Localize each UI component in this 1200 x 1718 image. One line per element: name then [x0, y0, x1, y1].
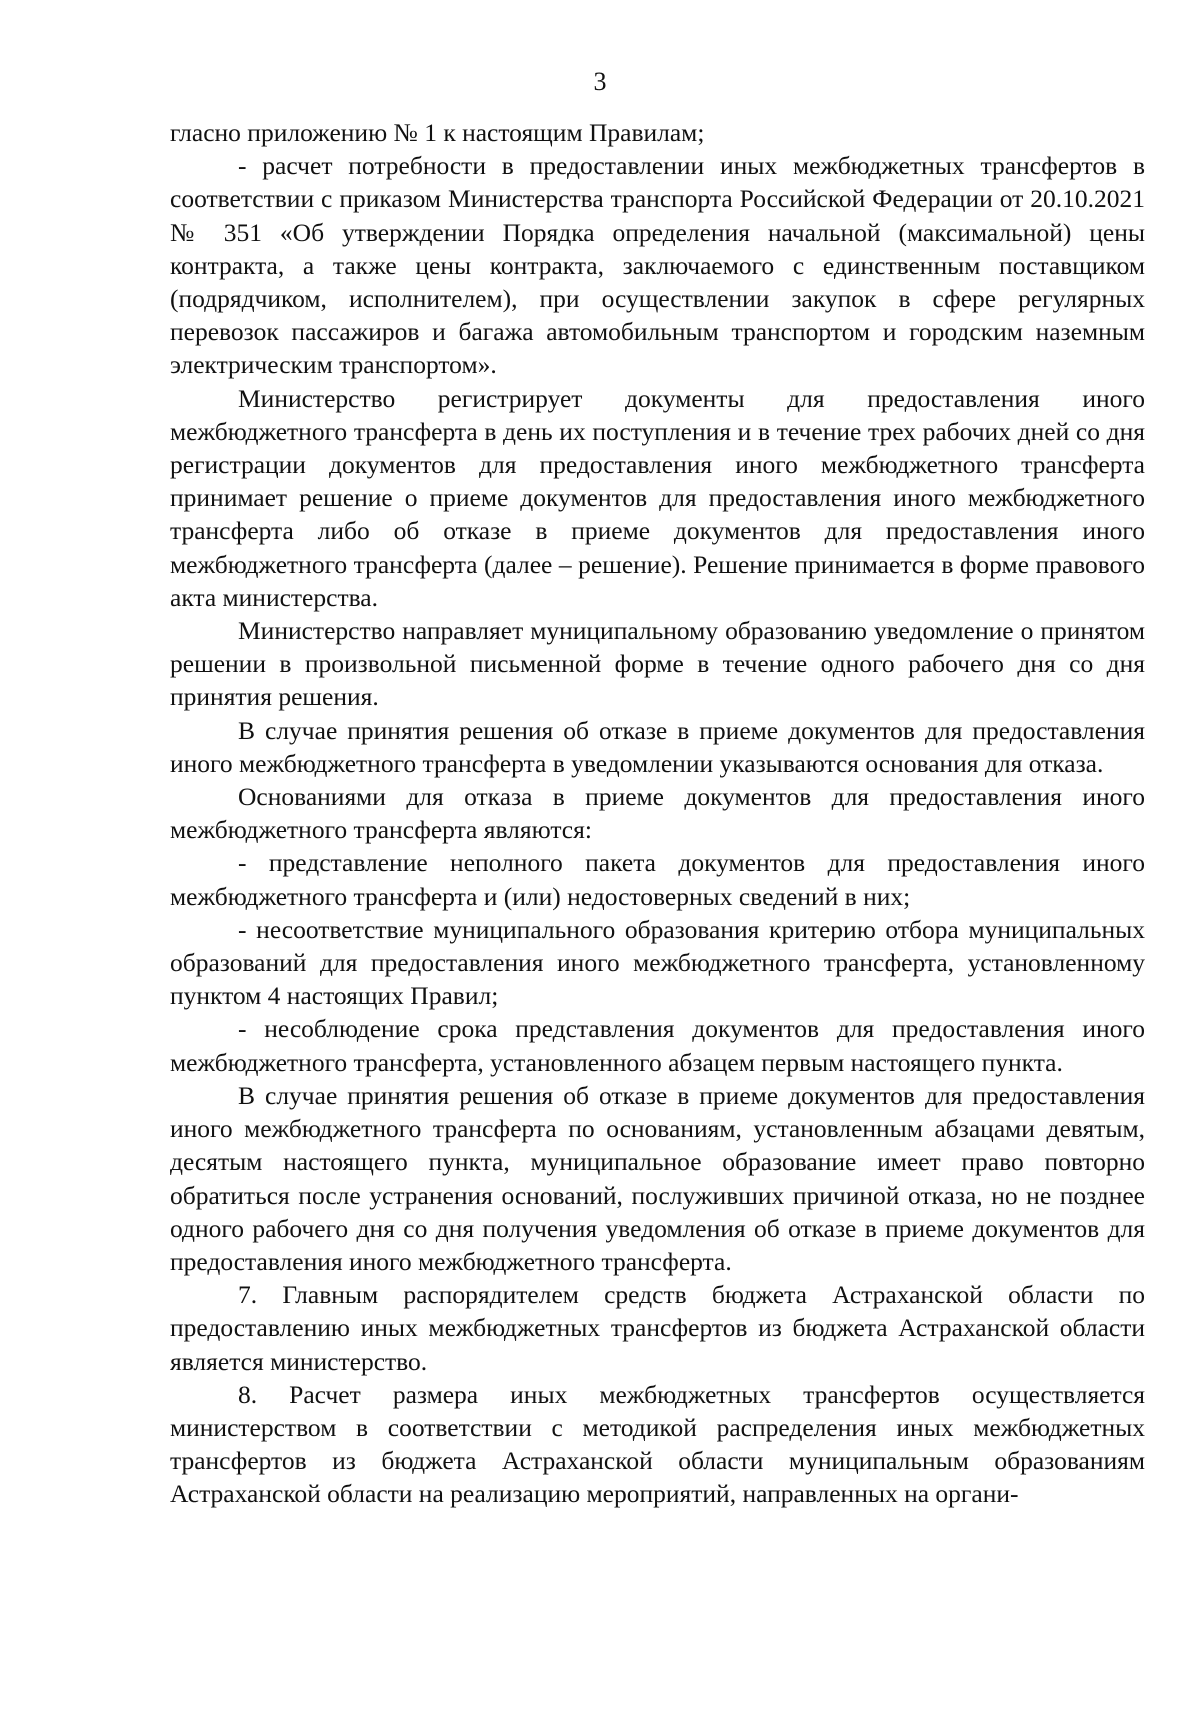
paragraph-clause-8: 8. Расчет размера иных межбюджетных трансфертов осуществляется министерством в соответствии с методикой распределения иных межбюджетных трансфертов из бюджета Астраханской области муниципальным образованиям Астраханской области на реализацию мероприятий, направленных на органи-	[170, 1379, 1145, 1509]
paragraph-list-item: - несоблюдение срока представления документов для предоставления иного межбюджетного трансферта, установленного абзацем первым настоящего пункта.	[170, 1014, 1145, 1077]
page-number: 3	[593, 67, 607, 96]
paragraph: Министерство направляет муниципальному образованию уведомление о принятом решении в произвольной письменной форме в течение одного рабочего дня со дня принятия решения.	[170, 616, 1145, 712]
paragraph: В случае принятия решения об отказе в приеме документов для предоставления иного межбюджетного трансферта в уведомлении указываются основания для отказа.	[170, 715, 1145, 778]
paragraph-list-item: - несоответствие муниципального образования критерию отбора муниципальных образований для предоставления иного межбюджетного трансферта, установленному пунктом 4 настоящих Правил;	[170, 914, 1145, 1011]
paragraph-clause-7: 7. Главным распорядителем средств бюджета Астраханской области по предоставлению иных межбюджетных трансфертов из бюджета Астраханской области является министерство.	[170, 1280, 1145, 1376]
paragraph: Министерство регистрирует документы для предоставления иного межбюджетного трансферта в день их поступления и в течение трех рабочих дней со дня регистрации документов для предоставления иного межбюджетного трансферта принимает решение о приеме документов для предоставления иного межбюджетного трансферта либо об отказе в приеме документов для предоставления иного межбюджетного трансферта (далее – решение). Решение принимается в форме правового акта министерства.	[170, 383, 1145, 612]
paragraph-continuation: гласно приложению № 1 к настоящим Правилам;	[170, 118, 705, 147]
paragraph: Основаниями для отказа в приеме документов для предоставления иного межбюджетного трансферта являются:	[170, 782, 1145, 845]
paragraph-list-item: - представление неполного пакета документов для предоставления иного межбюджетного трансферта и (или) недостоверных сведений в них;	[170, 848, 1145, 911]
paragraph: В случае принятия решения об отказе в приеме документов для предоставления иного межбюджетного трансферта по основаниям, установленным абзацами девятым, десятым настоящего пункта, муниципальное образование имеет право повторно обратиться после устранения оснований, послуживших причиной отказа, но не позднее одного рабочего дня со дня получения уведомления об отказе в приеме документов для предоставления иного межбюджетного трансферта.	[170, 1080, 1145, 1276]
document-body	[170, 116, 1145, 1511]
paragraph-list-item: - расчет потребности в предоставлении иных межбюджетных трансфертов в соответствии с приказом Министерства транспорта Российской Федерации от 20.10.2021 № 351 «Об утверждении Порядка определения начальной (максимальной) цены контракта, а также цены контракта, заключаемого с единственным поставщиком (подрядчиком, исполнителем), при осуществлении закупок в сфере регулярных перевозок пассажиров и багажа автомобильным транспортом и городским наземным электрическим транспортом».	[170, 151, 1145, 380]
